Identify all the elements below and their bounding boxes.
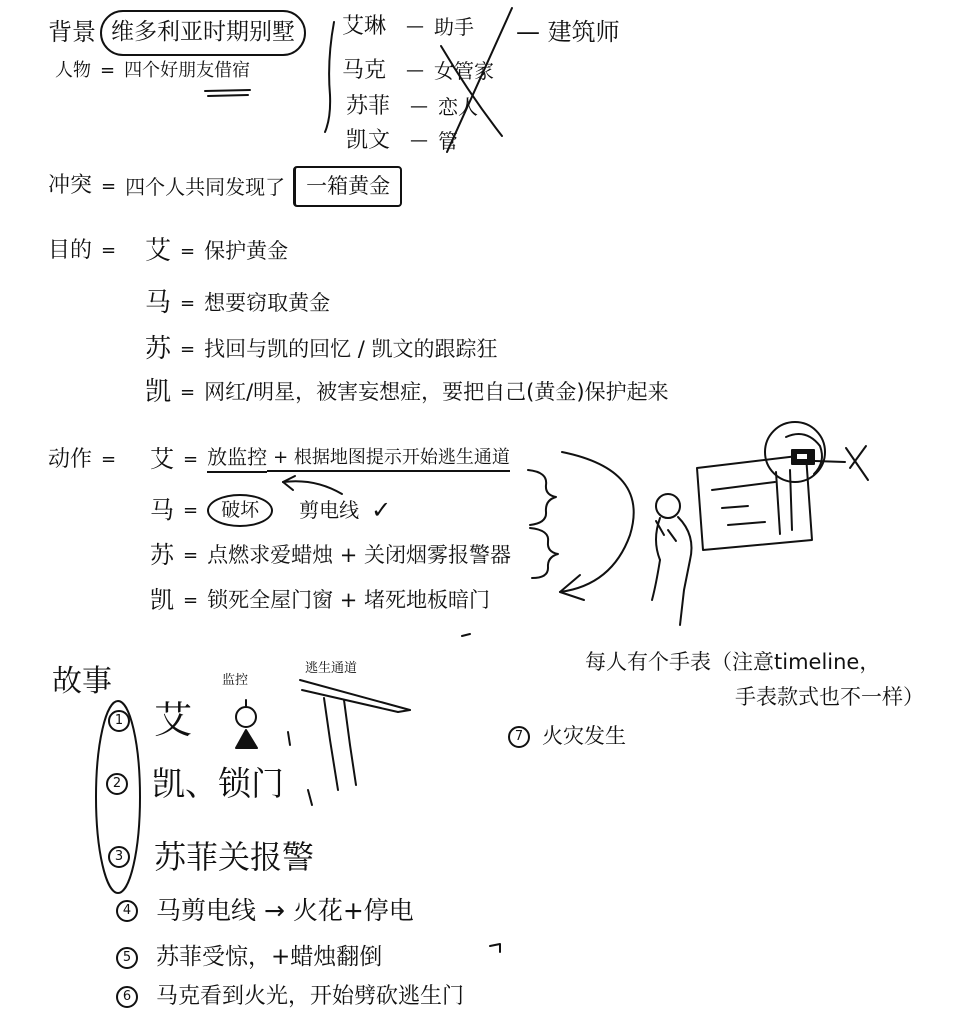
- story-step: [108, 838, 314, 876]
- watch-note-line1: 每人有个手表（注意timeline，: [585, 650, 881, 674]
- roster-item: [346, 94, 478, 120]
- roster-item: [346, 128, 458, 154]
- step-number: 1: [108, 710, 130, 732]
- roster-bracket: [325, 22, 334, 132]
- goal-who: 马: [145, 288, 172, 318]
- watch-note-line2: 手表款式也不一样）: [735, 685, 924, 709]
- actions-heading: [48, 447, 125, 473]
- step-number: 4: [116, 900, 138, 922]
- goals-label: 目的: [48, 238, 93, 263]
- step-number: 7: [508, 726, 530, 748]
- goals-heading: [48, 238, 125, 264]
- window-sketch: [697, 455, 812, 550]
- roster-name: 艾琳: [342, 14, 387, 39]
- camera-device-icon: [792, 450, 814, 464]
- goal-who: 苏: [145, 334, 172, 364]
- conflict-label: 冲突: [48, 173, 93, 199]
- action-who: 凯: [150, 586, 174, 614]
- goal-text: 网红/明星，被害妄想症，要把自己(黄金)保护起来: [204, 380, 669, 404]
- characters-double-underline: [205, 90, 250, 96]
- conflict-text: 四个人共同发现了: [125, 174, 286, 199]
- action-item: [150, 445, 510, 474]
- goals-eq: =: [101, 240, 117, 262]
- action-eq: =: [183, 544, 199, 566]
- step-text: 凯、锁门: [152, 764, 284, 803]
- background-value: 维多利亚时期别墅: [100, 10, 306, 56]
- action-text: 剪电线: [299, 498, 360, 523]
- roster-dash: —: [406, 16, 424, 38]
- goal-who: 凯: [145, 377, 172, 407]
- goal-item: [145, 236, 288, 267]
- roster-role: 管: [438, 129, 458, 154]
- step-text: 马克看到火光，开始劈砍逃生门: [156, 984, 465, 1009]
- goal-item: [145, 334, 498, 365]
- roster-role: 助手: [434, 15, 474, 40]
- roster-name: 凯文: [346, 128, 391, 153]
- step-text: 苏菲受惊，+蜡烛翻倒: [156, 944, 383, 970]
- background-label: 背景: [48, 18, 96, 47]
- step-number: 6: [116, 986, 138, 1008]
- conflict-row: [48, 166, 402, 207]
- roster-role: 女管家: [434, 59, 494, 84]
- roster-dash: —: [406, 60, 424, 82]
- check-mark-icon: ✓: [371, 496, 392, 524]
- characters-label: 人物: [55, 60, 91, 81]
- action-who: 艾: [150, 445, 174, 473]
- escape-passage-sketch: [300, 680, 410, 790]
- action-circled: 破坏: [207, 494, 273, 527]
- action-item: [150, 586, 490, 615]
- action-who: 马: [150, 496, 174, 524]
- goal-eq: =: [180, 381, 196, 403]
- step-number: 5: [116, 947, 138, 969]
- camera-circles: [765, 422, 825, 482]
- story-step: [106, 764, 284, 804]
- roster-item: [342, 14, 474, 40]
- action-text: + 根据地图提示开始逃生通道: [267, 447, 510, 473]
- person-sketch: [652, 494, 692, 625]
- characters-row: [55, 60, 250, 82]
- action-eq: =: [183, 499, 199, 521]
- goal-eq: =: [180, 240, 196, 262]
- actions-arc-arrow: [560, 452, 634, 600]
- story-step: [116, 984, 464, 1010]
- story-step: [508, 724, 626, 749]
- roster-dash: —: [410, 130, 428, 152]
- action-text: 锁死全屋门窗 + 堵死地板暗门: [207, 587, 491, 612]
- camera-figure-sketch: [236, 700, 290, 748]
- action-item: [150, 494, 391, 527]
- camera-blocked-x-icon: [815, 446, 868, 480]
- characters-value: 四个好朋友借宿: [124, 60, 251, 81]
- roster-name: 苏菲: [346, 94, 391, 119]
- story-step: [108, 698, 192, 744]
- goal-text: 想要窃取黄金: [204, 291, 331, 315]
- story-label: 故事: [52, 664, 112, 699]
- step-number: 2: [106, 773, 128, 795]
- step-text: 马剪电线 → 火花+停电: [156, 896, 414, 925]
- step-text: 苏菲关报警: [154, 838, 315, 876]
- roster-dash: —: [410, 96, 428, 118]
- goal-eq: =: [180, 292, 196, 314]
- background-row: [48, 10, 306, 56]
- action-eq: =: [183, 589, 199, 611]
- roster-item: [342, 58, 494, 84]
- sketch-escape-label: 逃生通道: [305, 661, 358, 676]
- goal-item: [145, 288, 330, 319]
- step-text: 艾: [154, 698, 193, 742]
- story-step: [116, 896, 414, 926]
- goal-text: 保护黄金: [204, 239, 289, 263]
- actions-braces: [528, 470, 558, 578]
- step-number: 3: [108, 846, 130, 868]
- sketch-camera-label: 监控: [222, 673, 249, 688]
- conflict-boxed: 一箱黄金: [293, 166, 402, 207]
- goal-text: 找回与凯的回忆 / 凯文的跟踪狂: [204, 337, 498, 361]
- goal-eq: =: [180, 338, 196, 360]
- action-text: 点燃求爱蜡烛 + 关闭烟雾报警器: [207, 542, 512, 567]
- step-text: 火灾发生: [542, 724, 626, 748]
- goal-who: 艾: [145, 236, 172, 266]
- roster-role: 恋人: [438, 95, 478, 120]
- characters-eq: =: [100, 60, 116, 81]
- action-item: [150, 541, 511, 570]
- action-eq: =: [183, 448, 199, 470]
- conflict-eq: =: [101, 175, 117, 197]
- roster-name: 马克: [342, 58, 387, 83]
- wire-cut-arrow: [283, 476, 342, 494]
- action-underlined: 放监控: [207, 445, 267, 473]
- action-who: 苏: [150, 541, 174, 569]
- actions-eq: =: [101, 449, 117, 471]
- actions-label: 动作: [48, 447, 93, 472]
- roster-override: — 建筑师: [516, 18, 620, 46]
- goal-item: [145, 377, 669, 408]
- story-step: [116, 944, 382, 972]
